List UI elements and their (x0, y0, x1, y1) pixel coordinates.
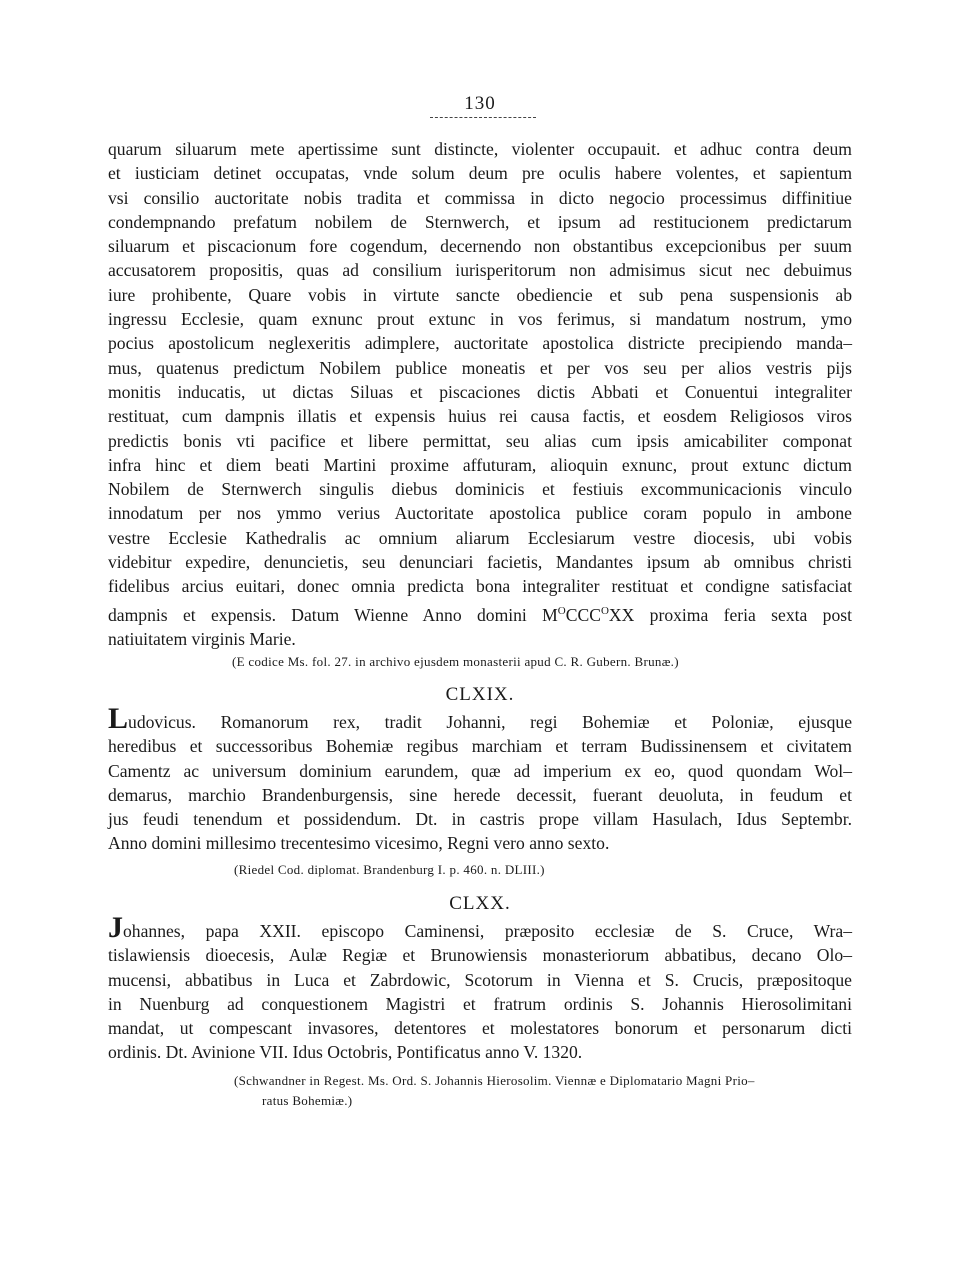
page-number: 130 (464, 93, 496, 114)
header-rule (430, 117, 536, 118)
document-heading: CLXIX. (445, 684, 515, 705)
text-line: Camentz ac universum dominium earundem, quæ ad imperium ex eo, quod quondam Wol– (108, 760, 852, 781)
text-line: mandat, ut compescant invasores, detentores et molestatores bonorum et personarum dicti (108, 1018, 852, 1039)
text-line: demarus, marchio Brandenburgensis, sine herede decessit, fuerant deuoluta, in feudum et (108, 784, 852, 805)
text-line: iure prohibente, Quare vobis in virtute sancte obediencie et sub pena suspensionis ab (108, 284, 852, 305)
date-line-mid: CCC (565, 604, 601, 625)
text-line: accusatorem propositis, quas ad consilium iurisperitorum non admisimus sicut nec debuimus (108, 260, 852, 281)
date-line-end: XX proxima feria sexta post (608, 604, 852, 625)
text-line (108, 702, 852, 735)
drop-initial: J (108, 911, 123, 944)
text-line: et iusticiam detinet occupatas, vnde solum deum pre oculis habere volentes, et sapientum (108, 163, 852, 184)
text-line: heredibus et successoribus Bohemiæ regibus marchiam et terram Budissinensem et civitatem (108, 736, 852, 757)
text-line: jus feudi tenendum et possidendum. Dt. in castris prope villam Hasulach, Idus Septembr. (108, 809, 852, 830)
paragraph-regest (108, 911, 852, 1065)
text-line: mus, quatenus predictum Nobilem publice moneatis et per vos seu per alios vestris pijs (108, 357, 852, 378)
text-line: ingressu Ecclesie, quam exnunc prout extunc in vos ferimus, si mandatum nostrum, ymo (108, 309, 852, 330)
drop-initial: L (108, 702, 129, 735)
text-line: fidelibus arcius euitari, donec omnia predicta bona integraliter restituat et condigne satisfaciat (108, 576, 852, 597)
text-line: mucensi, abbatibus in Luca et Zabrdowic, Scotorum in Vienna et S. Crucis, præpositoque (108, 969, 852, 990)
text-line: siluarum et piscacionum fore cogendum, decernendo non obstantibus excepcionibus per suum (108, 236, 852, 257)
source-citation-continued: ratus Bohemiæ.) (262, 1093, 353, 1108)
source-citation: (Riedel Cod. diplomat. Brandenburg I. p. 460. n. DLIII.) (234, 862, 545, 877)
text-line-rest: udovicus. Romanorum rex, tradit Johanni, regi Bohemiæ et Poloniæ, ejusque (128, 712, 852, 732)
text-line: ordinis. Dt. Avinione VII. Idus Octobris, Pontificatus anno V. 1320. (108, 1042, 583, 1063)
text-line: predictis bonis vti pacifice et libere permittat, seu alias cum ipsis amicabiliter componat (108, 430, 852, 451)
source-citation: (E codice Ms. fol. 27. in archivo ejusdem monasterii apud C. R. Gubern. Brunæ.) (232, 654, 679, 669)
text-line (108, 911, 852, 944)
paragraph-regest (108, 702, 852, 856)
text-line: vsi consilio auctoritate nobis tradita et commissa in dicto negocio processimus diffinitiue (108, 187, 852, 208)
text-line: quarum siluarum mete apertissime sunt distincte, violenter occupauit. et adhuc contra deum (108, 139, 852, 159)
text-line: natiuitatem virginis Marie. (108, 628, 296, 649)
paragraph-main (108, 137, 852, 651)
date-line-start: dampnis et expensis. Datum Wienne Anno domini M (108, 604, 558, 625)
text-line: in Nuenburg ad conquestionem Magistri et fratrum ordinis S. Johannis Hierosolimitani (108, 993, 852, 1014)
text-line-rest: ohannes, papa XXII. episcopo Caminensi, præposito ecclesiæ de S. Cruce, Wra– (123, 921, 852, 941)
text-line: videbitur expedire, denuncietis, seu denunciari facietis, Mandantes ipsum ab omnibus christi (108, 552, 852, 573)
text-line: vestre Ecclesie Kathedralis ac omnium aliarum Ecclesiarum vestre diocesis, ubi vobis (108, 527, 852, 548)
text-line: infra hinc et diem beati Martini proxime affuturam, alioquin exnunc, prout extunc dictum (108, 454, 852, 475)
text-line: restituat, cum dampnis illatis et expensis huius rei causa factis, et eosdem Religiosos viros (108, 406, 852, 427)
text-line: monitis inducatis, ut dictas Siluas et piscaciones dictis Abbati et Conuentui integraliter (108, 381, 852, 402)
text-line: condempnando prefatum nobilem de Sternwerch, et ipsum ad restitucionem predictarum (108, 211, 852, 232)
text-line: innodatum per nos ymmo verius Auctoritate apostolica publice coram populo in ambone (108, 503, 852, 524)
text-line: pocius apostolicum neglexeritis adimplere, auctoritate apostolica districte precipiendo manda– (108, 333, 852, 354)
text-line: Anno domini millesimo trecentesimo vicesimo, Regni vero anno sexto. (108, 833, 610, 854)
document-heading: CLXX. (449, 893, 511, 914)
source-citation: (Schwandner in Regest. Ms. Ord. S. Johannis Hierosolim. Viennæ e Diplomatario Magni Prio– (234, 1073, 755, 1088)
text-line: tislawiensis dioecesis, Aulæ Regiæ et Brunowiensis monasteriorum abbatibus, decano Olo– (108, 945, 852, 966)
text-line: Nobilem de Sternwerch singulis diebus dominicis et festiuis excommunicacionis vinculo (108, 479, 852, 500)
date-superscript: O (600, 604, 609, 617)
date-line (108, 599, 852, 627)
date-superscript: O (557, 604, 566, 617)
